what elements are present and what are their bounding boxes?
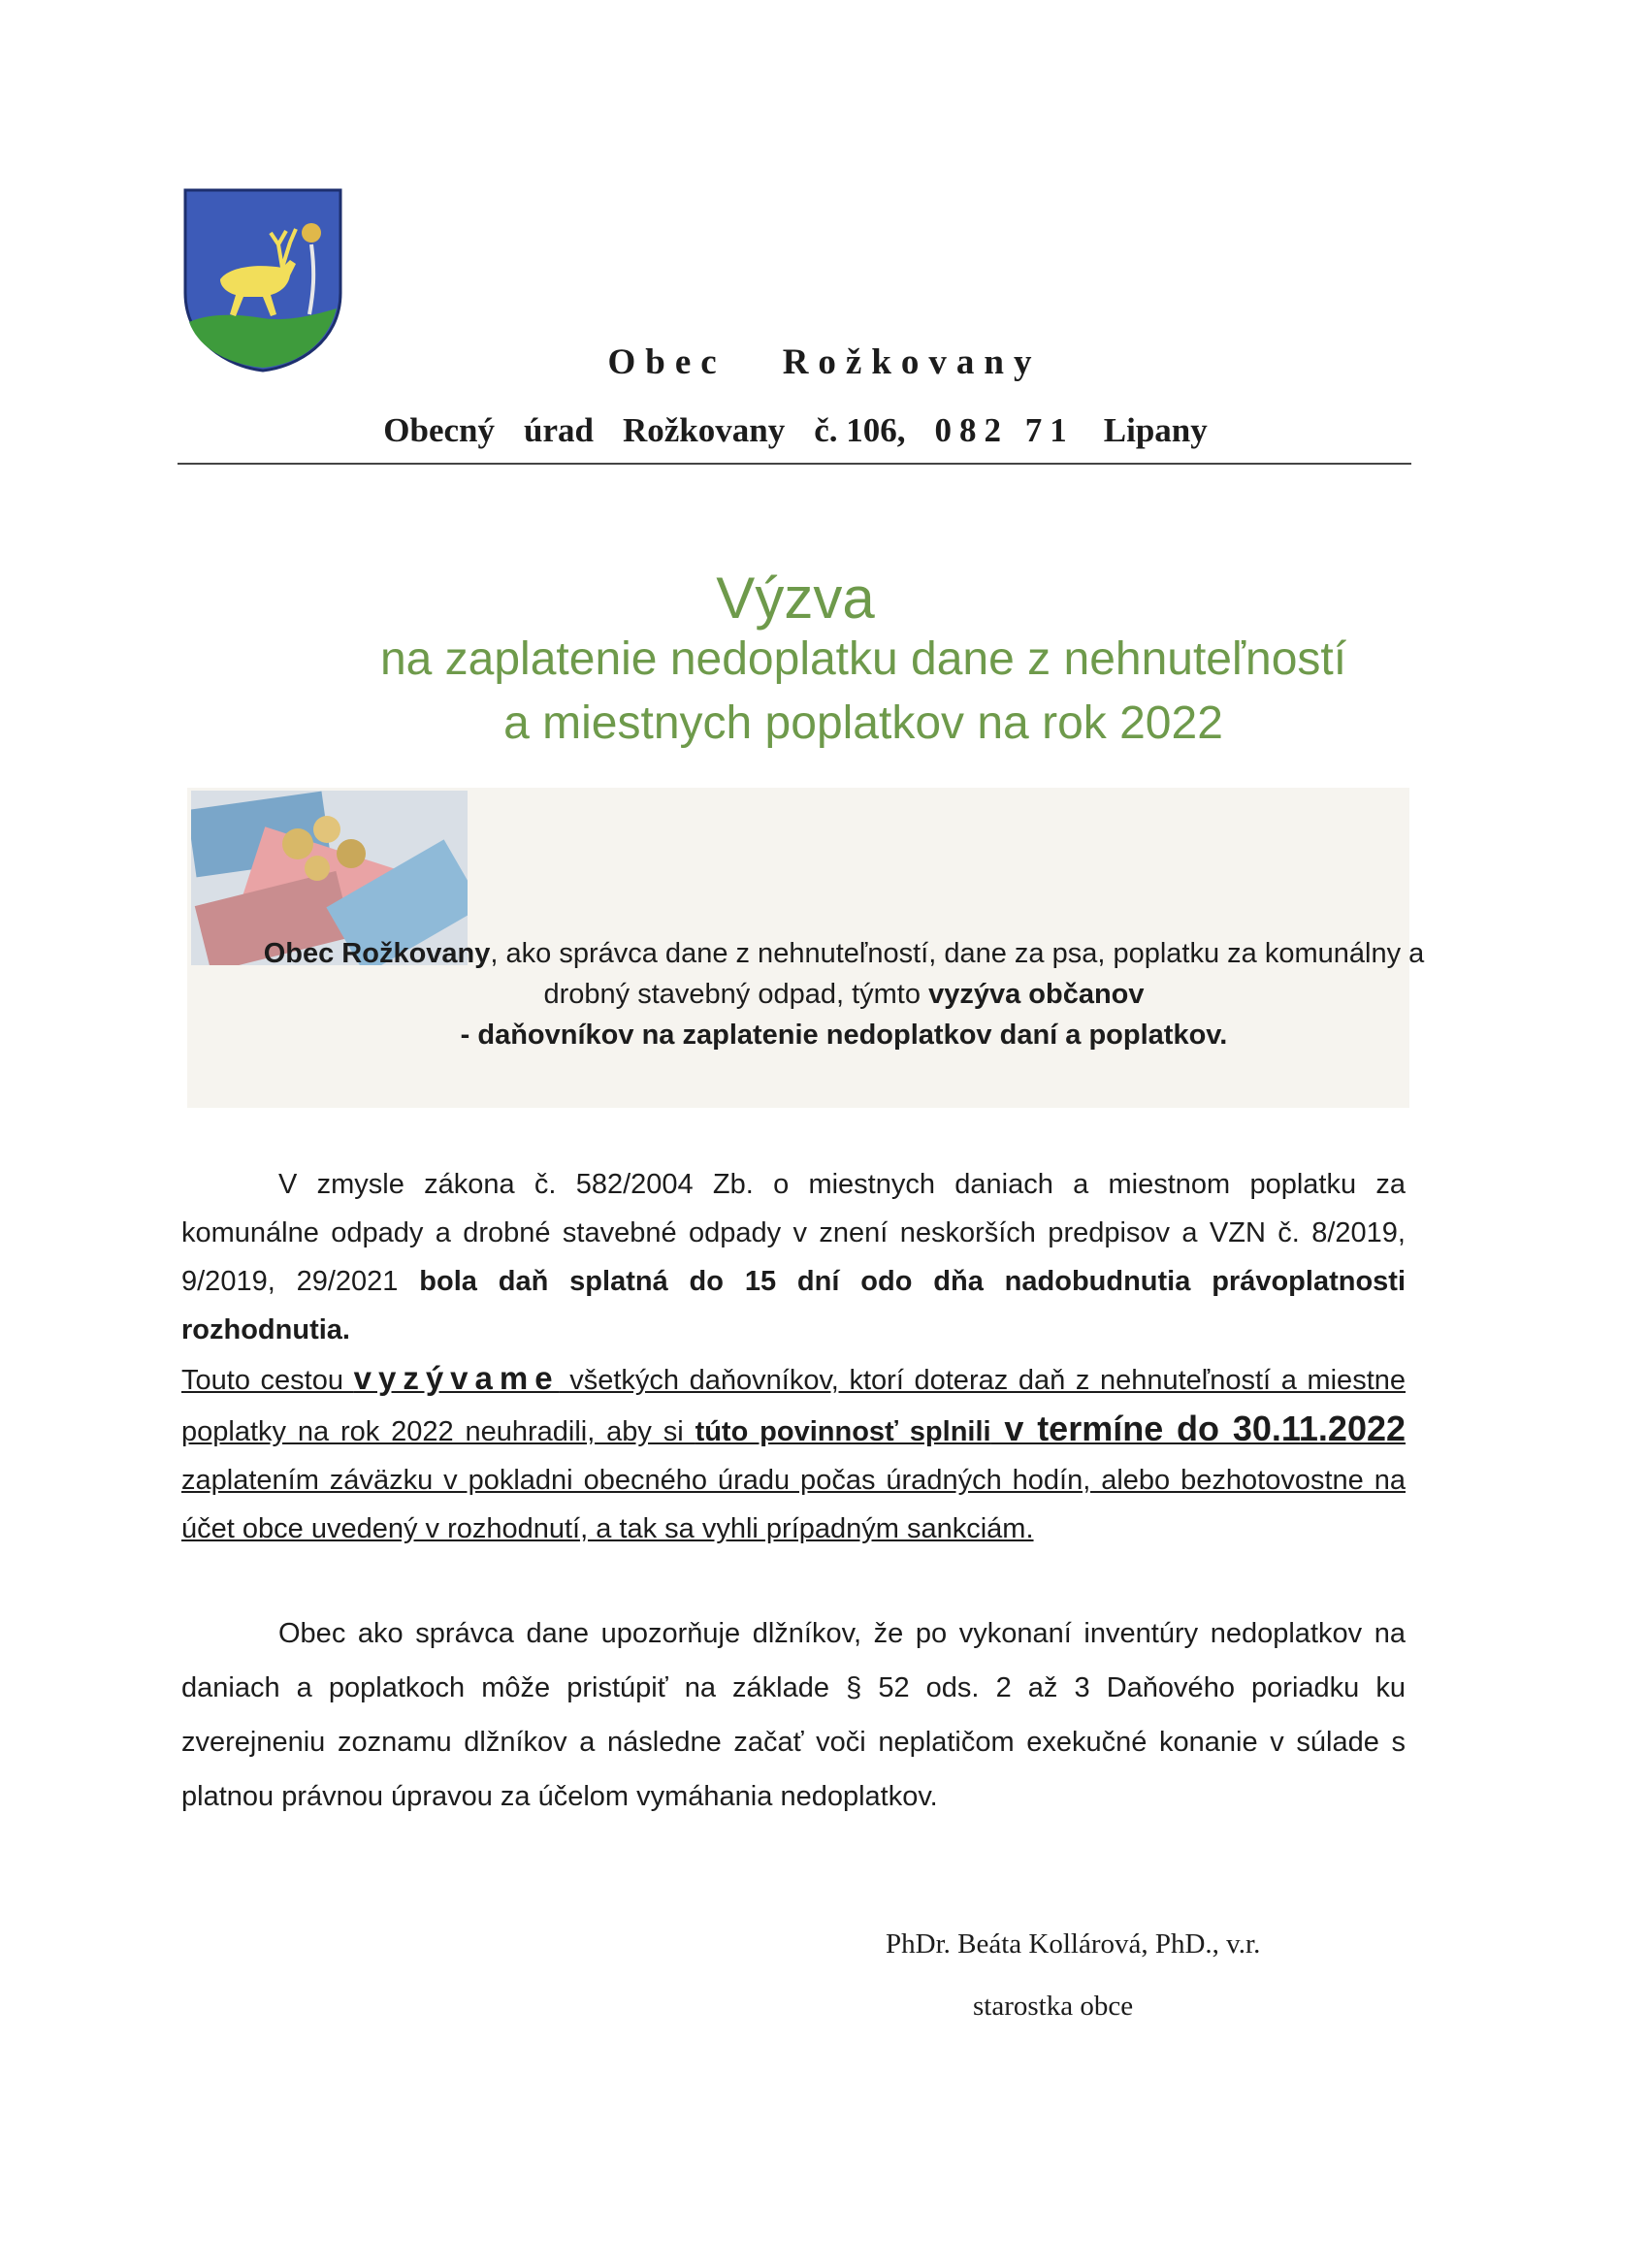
notice-subtitle-line1: na zaplatenie nedoplatku dane z nehnuteľností xyxy=(379,633,1347,685)
signature-role: starostka obce xyxy=(973,1991,1134,2022)
paragraph-warning: Obec ako správca dane upozorňuje dlžníkov, že po vykonaní inventúry nedoplatkov na daniach a poplatkoch môže pristúpiť na základe § 52 ods. 2 až 3 Daňového poriadku ku zverejneniu zoznamu dlžníkov a následne začať voči neplatičom exekučné konanie v súlade s platnou právnou úpravou za účelom vymáhania nedoplatkov. xyxy=(181,1618,1406,1812)
signature-name: PhDr. Beáta Kollárová, PhD., v.r. xyxy=(886,1928,1261,1960)
paragraph-call: Touto cestou vyzývame všetkých daňovníkov, ktorí doteraz daň z nehnuteľností a miestne poplatky na rok 2022 neuhradili, aby si túto povinnosť splnili v termíne do 30.11.2022 zaplatením záväzku v pokladni obecného úradu počas úradných hodín, alebo bezhotovostne na účet obce uvedený v rozhodnutí, a tak sa vyhli prípadným sankciám. xyxy=(181,1360,1406,1544)
paragraph-law: V zmysle zákona č. 582/2004 Zb. o miestnych daniach a miestnom poplatku za komunálne odpady a drobné stavebné odpady v znení neskorších predpisov a VZN č. 8/2019, 9/2019, 29/2021 bola daň splatná do 15 dní odo dňa nadobudnutia právoplatnosti rozhodnutia. xyxy=(181,1169,1406,1345)
municipality-address: Obecný úrad Rožkovany č. 106, 082 71 Lipany xyxy=(383,411,1208,449)
notice-subtitle-line2: a miestnych poplatkov na rok 2022 xyxy=(503,697,1223,749)
municipality-title: Obec Rožkovany xyxy=(607,342,1042,382)
header-divider xyxy=(178,463,1411,465)
notice-title: Výzva xyxy=(716,566,875,631)
notice-text: Obec Rožkovany, ako správca dane z nehnuteľností, dane za psa, poplatku za komunálny a drobný stavebný odpad, týmto vyzýva občanov - daňovníkov na zaplatenie nedoplatkov daní a poplatkov. xyxy=(263,938,1425,1051)
